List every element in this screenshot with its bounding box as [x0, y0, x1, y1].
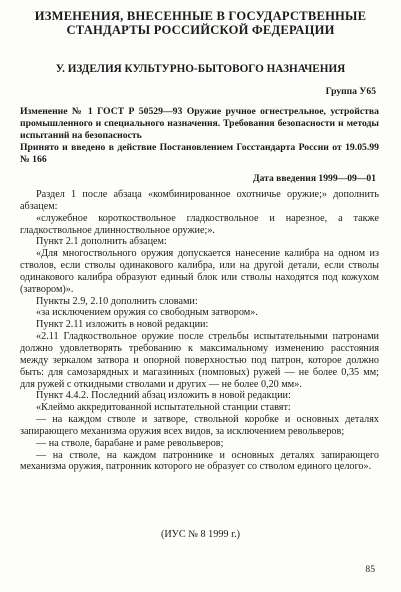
- page-number: 85: [365, 564, 375, 575]
- paragraph: Пункт 2.1 дополнить абзацем:: [36, 236, 167, 248]
- paragraph: «Для многоствольного оружия допускается нанесение калибра на одном из стволов, если стволы одинакового калибра, или на другой детали, если стволы одинакового калибра образуют единый блок или стволы находятся под кожухом (затвором)».: [20, 248, 379, 295]
- paragraph: Пункт 2.11 изложить в новой редакции:: [36, 319, 209, 331]
- change-heading: [20, 106, 379, 166]
- paragraph: «Клеймо аккредитованной испытательной станции ставят:: [36, 402, 291, 414]
- document-header: [20, 9, 381, 37]
- paragraph: — на стволе, барабане и раме револьверов;: [36, 437, 224, 449]
- header-title-line-1: ИЗМЕНЕНИЯ, ВНЕСЕННЫЕ В ГОСУДАРСТВЕННЫЕ: [34, 9, 367, 23]
- effective-date: Дата введения 1999—09—01: [253, 173, 376, 184]
- paragraph: Раздел 1 после абзаца «комбинированное охотничье оружие;» дополнить абзацем:: [20, 189, 379, 212]
- paragraph: «служебное короткоствольное гладкоствольное и нарезное, а также гладкоствольное длинноствольное оружие;».: [20, 212, 379, 236]
- document-body: [20, 189, 379, 473]
- change-adopted: Принято и введено в действие Постановлением Госстандарта России от 19.05.99 № 166: [20, 142, 379, 165]
- section-title: У. ИЗДЕЛИЯ КУЛЬТУРНО-БЫТОВОГО НАЗНАЧЕНИЯ: [55, 63, 346, 75]
- paragraph: «за исключением оружия со свободным затвором».: [36, 307, 258, 319]
- paragraph: «2.11 Гладкоствольное оружие после стрельбы испытательными патронами должно удовлетворять требованию к максимальному изменению расстояния между зеркалом затвора и опорной поверхностью под патрон, которое должно быть: для самозарядных и магазинных (помповых) ружей — не более 0,35 мм; для ружей с откидными стволами и других — не более 0,20 мм».: [20, 331, 379, 390]
- change-title: Изменение № 1 ГОСТ Р 50529—93 Оружие ручное огнестрельное, устройства промышленного и специального назначения. Требования безопасности и методы испытаний на безопасность: [20, 106, 379, 141]
- paragraph: — на каждом стволе и затворе, ствольной коробке и основных деталях запирающего механизма оружия всех видов, за исключением револьверов;: [20, 414, 379, 437]
- header-title-line-2: СТАНДАРТЫ РОССИЙСКОЙ ФЕДЕРАЦИИ: [66, 23, 335, 37]
- paragraph: Пункт 4.4.2. Последний абзац изложить в новой редакции:: [36, 390, 291, 402]
- publication-reference: (ИУС № 8 1999 г.): [160, 529, 241, 540]
- paragraph: Пункты 2.9, 2.10 дополнить словами:: [36, 295, 198, 307]
- paragraph: — на стволе, на каждом патроннике и основных деталях запирающего механизма оружия, патронник которого не образует со стволом единого целого».: [20, 449, 379, 473]
- group-code: Группа У65: [325, 86, 376, 97]
